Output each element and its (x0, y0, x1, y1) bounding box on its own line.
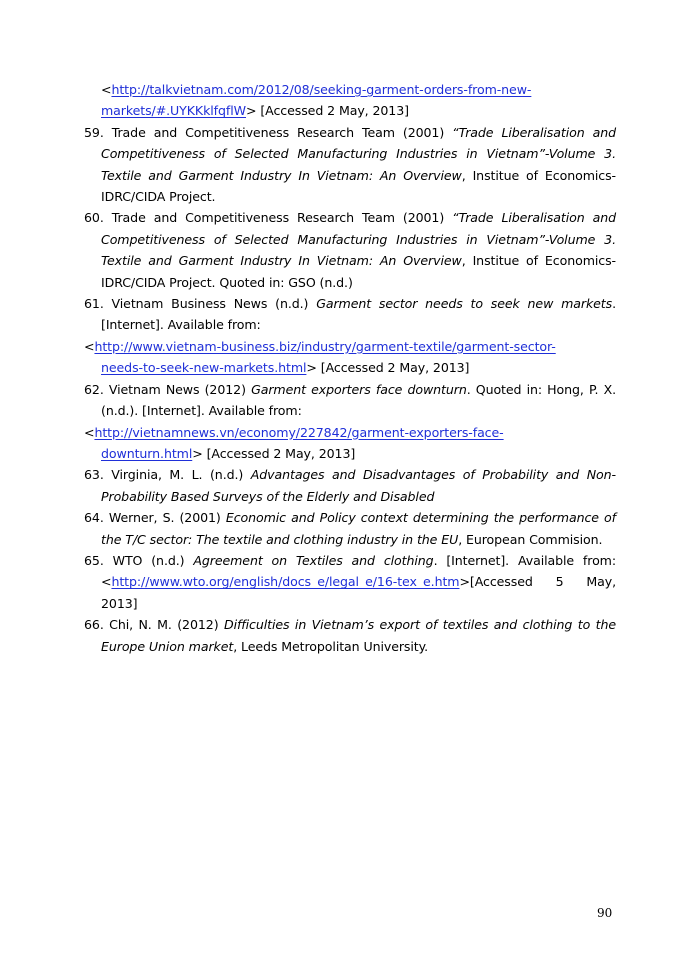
reference-62-url-line-1[interactable]: http://vietnamnews.vn/economy/227842/garment-exporters-face- (94, 424, 504, 440)
reference-63 (84, 464, 616, 507)
reference-65-authors: WTO (n.d.) (103, 552, 194, 568)
reference-60 (84, 207, 616, 293)
bracket-open: < (84, 338, 95, 354)
reference-64-title: Economic and Policy context determining the performance of the T/C sector: The textile and clothing industry in the EU (101, 510, 616, 547)
reference-65-number: 65. (84, 552, 104, 568)
reference-64-rest: , European Commision. (458, 531, 603, 547)
reference-65-accessed: [Accessed 5 May, 2013] (101, 574, 616, 611)
reference-63-number: 63. (84, 467, 104, 483)
page-number: 90 (597, 906, 613, 920)
reference-65-url[interactable]: http://www.wto.org/english/docs_e/legal_e/16-tex_e.htm (111, 574, 460, 590)
reference-66-number: 66. (84, 617, 104, 633)
reference-65-title: Agreement on Textiles and clothing (193, 552, 434, 568)
reference-66-authors: Chi, N. M. (2012) (103, 617, 224, 633)
reference-64-authors: Werner, S. (2001) (103, 510, 226, 526)
reference-59-authors: Trade and Competitiveness Research Team (2001) (103, 124, 453, 140)
reference-58-url-line-1[interactable]: http://talkvietnam.com/2012/08/seeking-garment-orders-from-new- (111, 82, 532, 97)
reference-60-number: 60. (84, 210, 104, 226)
reference-62-authors: Vietnam News (2012) (103, 381, 252, 397)
reference-66-rest: , Leeds Metropolitan University. (233, 638, 429, 654)
reference-list (84, 79, 616, 657)
reference-62-url-line-2[interactable]: downturn.html (101, 445, 193, 461)
reference-61-accessed: [Accessed 2 May, 2013] (316, 360, 470, 376)
reference-61-number: 61. (84, 296, 104, 312)
bracket-close: > (306, 360, 317, 376)
reference-64 (84, 507, 616, 550)
reference-58-accessed: [Accessed 2 May, 2013] (256, 103, 409, 119)
reference-61-url-line-1[interactable]: http://www.vietnam-business.biz/industry/garment-textile/garment-sector- (94, 338, 556, 354)
reference-59-rest: , Institue of Economics-IDRC/CIDA Project. (101, 167, 617, 205)
reference-62 (84, 379, 616, 465)
reference-59 (84, 122, 616, 208)
bracket-close: > (246, 103, 257, 119)
reference-62-rest: . Quoted in: Hong, P. X. (n.d.). [Internet]. Available from: (101, 381, 617, 419)
reference-60-authors: Trade and Competitiveness Research Team (2001) (103, 210, 453, 226)
bracket-open: < (101, 82, 112, 97)
reference-61-rest: . [Internet]. Available from: (101, 296, 616, 333)
reference-59-number: 59. (84, 124, 104, 140)
bracket-close: > (192, 445, 203, 461)
reference-62-number: 62. (84, 381, 104, 397)
reference-59-title: “Trade Liberalisation and Competitiveness of Selected Manufacturing Industries in Vietnam”-Volume 3. Textile and Garment Industry In Vietnam: An Overview (101, 124, 616, 183)
reference-61-authors: Vietnam Business News (n.d.) (103, 296, 317, 312)
reference-62-accessed: [Accessed 2 May, 2013] (202, 445, 356, 461)
reference-61 (84, 293, 616, 379)
reference-60-title: “Trade Liberalisation and Competitiveness of Selected Manufacturing Industries in Vietnam”-Volume 3. Textile and Garment Industry In Vietnam: An Overview (101, 210, 616, 269)
bracket-close: > (459, 574, 470, 590)
reference-63-authors: Virginia, M. L. (n.d.) (103, 467, 251, 483)
reference-64-number: 64. (84, 510, 104, 526)
reference-66 (84, 614, 616, 657)
reference-58-continuation (84, 79, 616, 122)
bracket-open: < (84, 424, 95, 440)
reference-58-url-line-2[interactable]: markets/#.UYKKklfqflW (101, 103, 246, 119)
reference-65 (84, 550, 616, 614)
bracket-open: < (101, 574, 112, 590)
reference-65-rest: . [Internet]. Available from: (433, 552, 616, 568)
reference-66-title: Difficulties in Vietnam’s export of textiles and clothing to the Europe Union market (101, 617, 616, 654)
reference-62-link-line (84, 422, 616, 443)
reference-62-title: Garment exporters face downturn (251, 381, 467, 397)
reference-61-link-line (84, 336, 616, 357)
reference-63-title: Advantages and Disadvantages of Probability and Non-Probability Based Surveys of the Elderly and Disabled (101, 467, 616, 504)
reference-61-title: Garment sector needs to seek new markets (316, 296, 613, 312)
reference-60-rest: , Institue of Economics-IDRC/CIDA Project. Quoted in: GSO (n.d.) (101, 253, 617, 290)
reference-61-url-line-2[interactable]: needs-to-seek-new-markets.html (101, 360, 307, 376)
